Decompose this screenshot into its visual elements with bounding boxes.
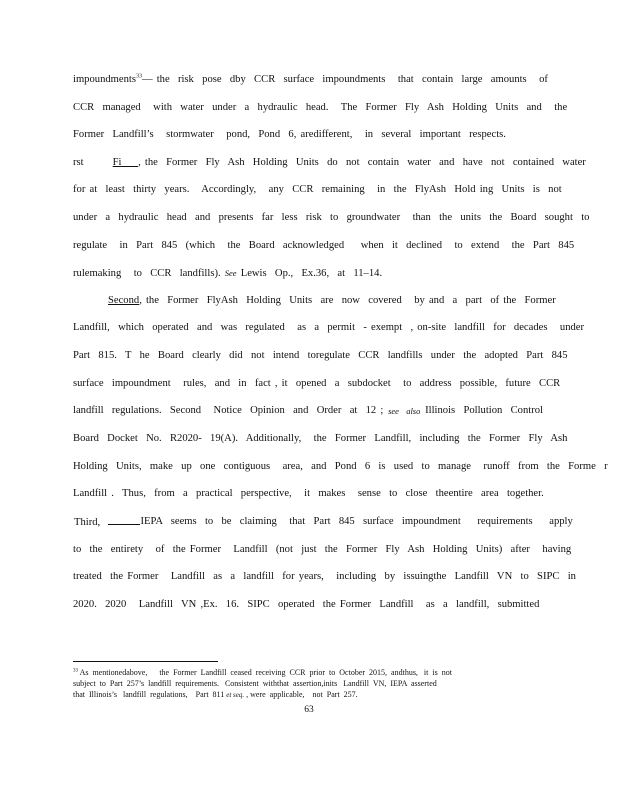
body-text: , the Former FlyAsh Holding Units are now covered by and a part of the Former xyxy=(139,295,556,306)
body-text: IEPA seems to be claiming that Part 845 surface impoundment requirements apply xyxy=(140,516,573,527)
body-text: Second xyxy=(108,295,140,306)
body-text: , the Former Fly Ash Holding Units do not contain water and have not contained water xyxy=(138,157,586,168)
body-line-6 xyxy=(73,211,590,225)
body-line-1 xyxy=(73,73,548,87)
body-text: $^{33}$— the risk pose dby CCR surface impoundments that contain large amounts of xyxy=(135,73,548,85)
body-line-4 xyxy=(73,156,586,170)
body-text: impoundments xyxy=(73,74,136,85)
body-text: rst Fi xyxy=(73,157,122,168)
body-text: Third, xyxy=(74,515,140,530)
body-line-11 xyxy=(73,349,568,363)
body-line-20 xyxy=(73,598,540,612)
footnote-marker: 33 xyxy=(73,668,78,674)
body-line-17 xyxy=(74,515,573,530)
body-text: regulate in Part 845 (which the Board acknowledged when it declined to extend the Part 845 xyxy=(73,240,575,251)
citation-signal: et seq. xyxy=(226,691,245,699)
citation-signal: See xyxy=(224,268,237,278)
body-text: landfill regulations. Second Notice Opinion and Order at 12 ; xyxy=(73,405,384,416)
body-text: rulemaking to CCR landfills). xyxy=(73,268,221,279)
body-text: to the entirety of the Former Landfill (not just the Former Fly Ash Holding Units) after having xyxy=(73,544,572,555)
body-text: Board Docket No. R2020- 19(A). Additionally, the Former Landfill, including the Former Fly Ash xyxy=(73,433,568,444)
body-text: Part 815. T he Board clearly did not intend toregulate CCR landfills under the adopted Part 845 xyxy=(73,350,568,361)
body-text: Former Landfill’s stormwater pond, Pond 6, aredifferent, in several important respects. xyxy=(73,129,506,140)
body-text: surface impoundment rules, and in fact , it opened a subdocket to address possible, future CCR xyxy=(73,378,561,389)
footnote-text: subject to Part 257’s landfill requirements. Consistent withthat assertion,inits Landfill VN, IEPA asserted xyxy=(73,679,437,688)
footnote-line-2 xyxy=(73,678,543,689)
body-text: Lewis Op., Ex.36, at 11–14. xyxy=(240,268,383,279)
body-text: CCR managed with water under a hydraulic head. The Former Fly Ash Holding Units and the xyxy=(73,102,568,113)
body-text: Illinois Pollution Control xyxy=(425,405,543,416)
body-text: Landfill . Thus, from a practical perspective, it makes sense to close theentire area together. xyxy=(73,488,544,499)
body-text: for at least thirty years. Accordingly, any CCR remaining in the FlyAsh Hold ing Units is not xyxy=(73,184,562,195)
body-text: under a hydraulic head and presents far less risk to groundwater than the units the Board sought to xyxy=(73,212,590,223)
body-line-16 xyxy=(73,487,543,501)
body-text: Holding Units, make up one contiguous area, and Pond 6 is used to manage runoff from the Forme r xyxy=(73,461,608,472)
footnote-line-1 xyxy=(73,667,543,678)
body-line-13 xyxy=(73,404,543,418)
footnote-text: $^{33}$ As mentionedabove, the Former Landfill ceased receiving CCR prior to October 2015, andthus, it is not xyxy=(73,668,452,677)
body-text: 2020. 2020 Landfill VN ,Ex. 16. SIPC operated the Former Landfill as a landfill, submitted xyxy=(73,599,540,610)
body-line-10 xyxy=(73,321,585,335)
footnote-line-3 xyxy=(73,689,543,701)
body-line-19 xyxy=(73,570,576,584)
body-text: treated the Former Landfill as a landfill for years, including by issuingthe Landfill VN to SIPC in xyxy=(73,571,576,582)
body-text: Landfill, which operated and was regulated as a permit - exempt , on-site landfill for decades under xyxy=(73,322,585,333)
footnote-reference: 33 xyxy=(135,73,142,80)
body-line-12 xyxy=(73,377,561,391)
body-line-7 xyxy=(73,239,575,253)
body-line-14 xyxy=(73,432,568,446)
body-line-18 xyxy=(73,543,572,557)
page-number: 63 xyxy=(304,705,314,715)
footnote-separator xyxy=(73,661,218,662)
body-line-8 xyxy=(73,266,543,281)
footnote-text: , were applicable, not Part 257. xyxy=(246,690,358,699)
footnote-text: that Illinois’s landfill regulations, Part 811 xyxy=(73,690,225,699)
citation-signal: see also xyxy=(388,406,421,416)
body-line-3 xyxy=(73,128,543,142)
body-line-2 xyxy=(73,101,568,115)
body-line-5 xyxy=(73,183,562,197)
body-line-15 xyxy=(73,460,608,474)
body-line-9 xyxy=(108,294,556,308)
blank-underline xyxy=(108,515,140,525)
